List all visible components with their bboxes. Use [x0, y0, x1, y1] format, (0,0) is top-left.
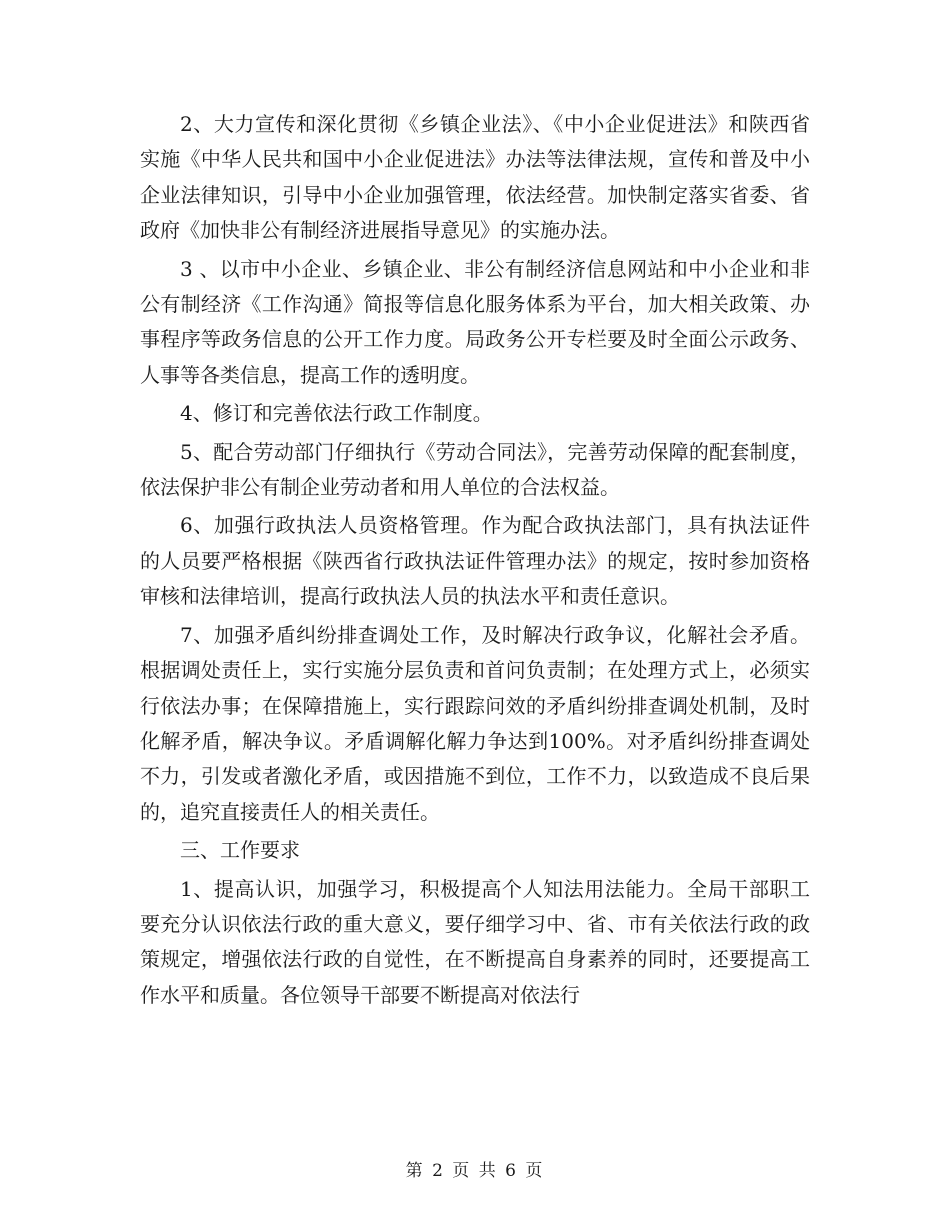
paragraph-requirement-1: 1、提高认识，加强学习，积极提高个人知法用法能力。全局干部职工要充分认识依法行政的重大意义，要仔细学习中、省、市有关依法行政的政策规定，增强依法行政的自觉性，在不断提高自身素养的同时，还要提高工作水平和质量。各位领导干部要不断提高对依法行: [140, 876, 810, 1007]
paragraph-item-2: 2、大力宣传和深化贯彻《乡镇企业法》、《中小企业促进法》和陕西省实施《中华人民共和国中小企业促进法》办法等法律法规，宣传和普及中小企业法律知识，引导中小企业加强管理，依法经营。加快制定落实省委、省政府《加快非公有制经济进展指导意见》的实施办法。: [140, 112, 810, 243]
paragraph-item-7: 7、加强矛盾纠纷排查调处工作，及时解决行政争议，化解社会矛盾。根据调处责任上，实行实施分层负责和首问负责制；在处理方式上，必须实行依法办事；在保障措施上，实行跟踪问效的矛盾纠纷排查调处机制，及时化解矛盾，解决争议。矛盾调解化解力争达到100%。对矛盾纠纷排查调处不力，引发或者激化矛盾，或因措施不到位，工作不力，以致造成不良后果的，追究直接责任人的相关责任。: [140, 622, 810, 824]
paragraph-item-3: 3 、以市中小企业、乡镇企业、非公有制经济信息网站和中小企业和非公有制经济《工作沟通》简报等信息化服务体系为平台，加大相关政策、办事程序等政务信息的公开工作力度。局政务公开专栏要及时全面公示政务、人事等各类信息，提高工作的透明度。: [140, 256, 810, 387]
page-number-footer: 第 2 页 共 6 页: [405, 1161, 545, 1181]
paragraph-item-5: 5、配合劳动部门仔细执行《劳动合同法》，完善劳动保障的配套制度，依法保护非公有制企业劳动者和用人单位的合法权益。: [140, 439, 810, 500]
paragraph-item-6: 6、加强行政执法人员资格管理。作为配合政执法部门，具有执法证件的人员要严格根据《陕西省行政执法证件管理办法》的规定，按时参加资格审核和法律培训，提高行政执法人员的执法水平和责任意识。: [140, 513, 810, 609]
paragraph-item-4: 4、修订和完善依法行政工作制度。: [180, 401, 493, 426]
document-body: [140, 107, 810, 1013]
section-heading-work-requirements: 三、工作要求: [180, 838, 300, 863]
